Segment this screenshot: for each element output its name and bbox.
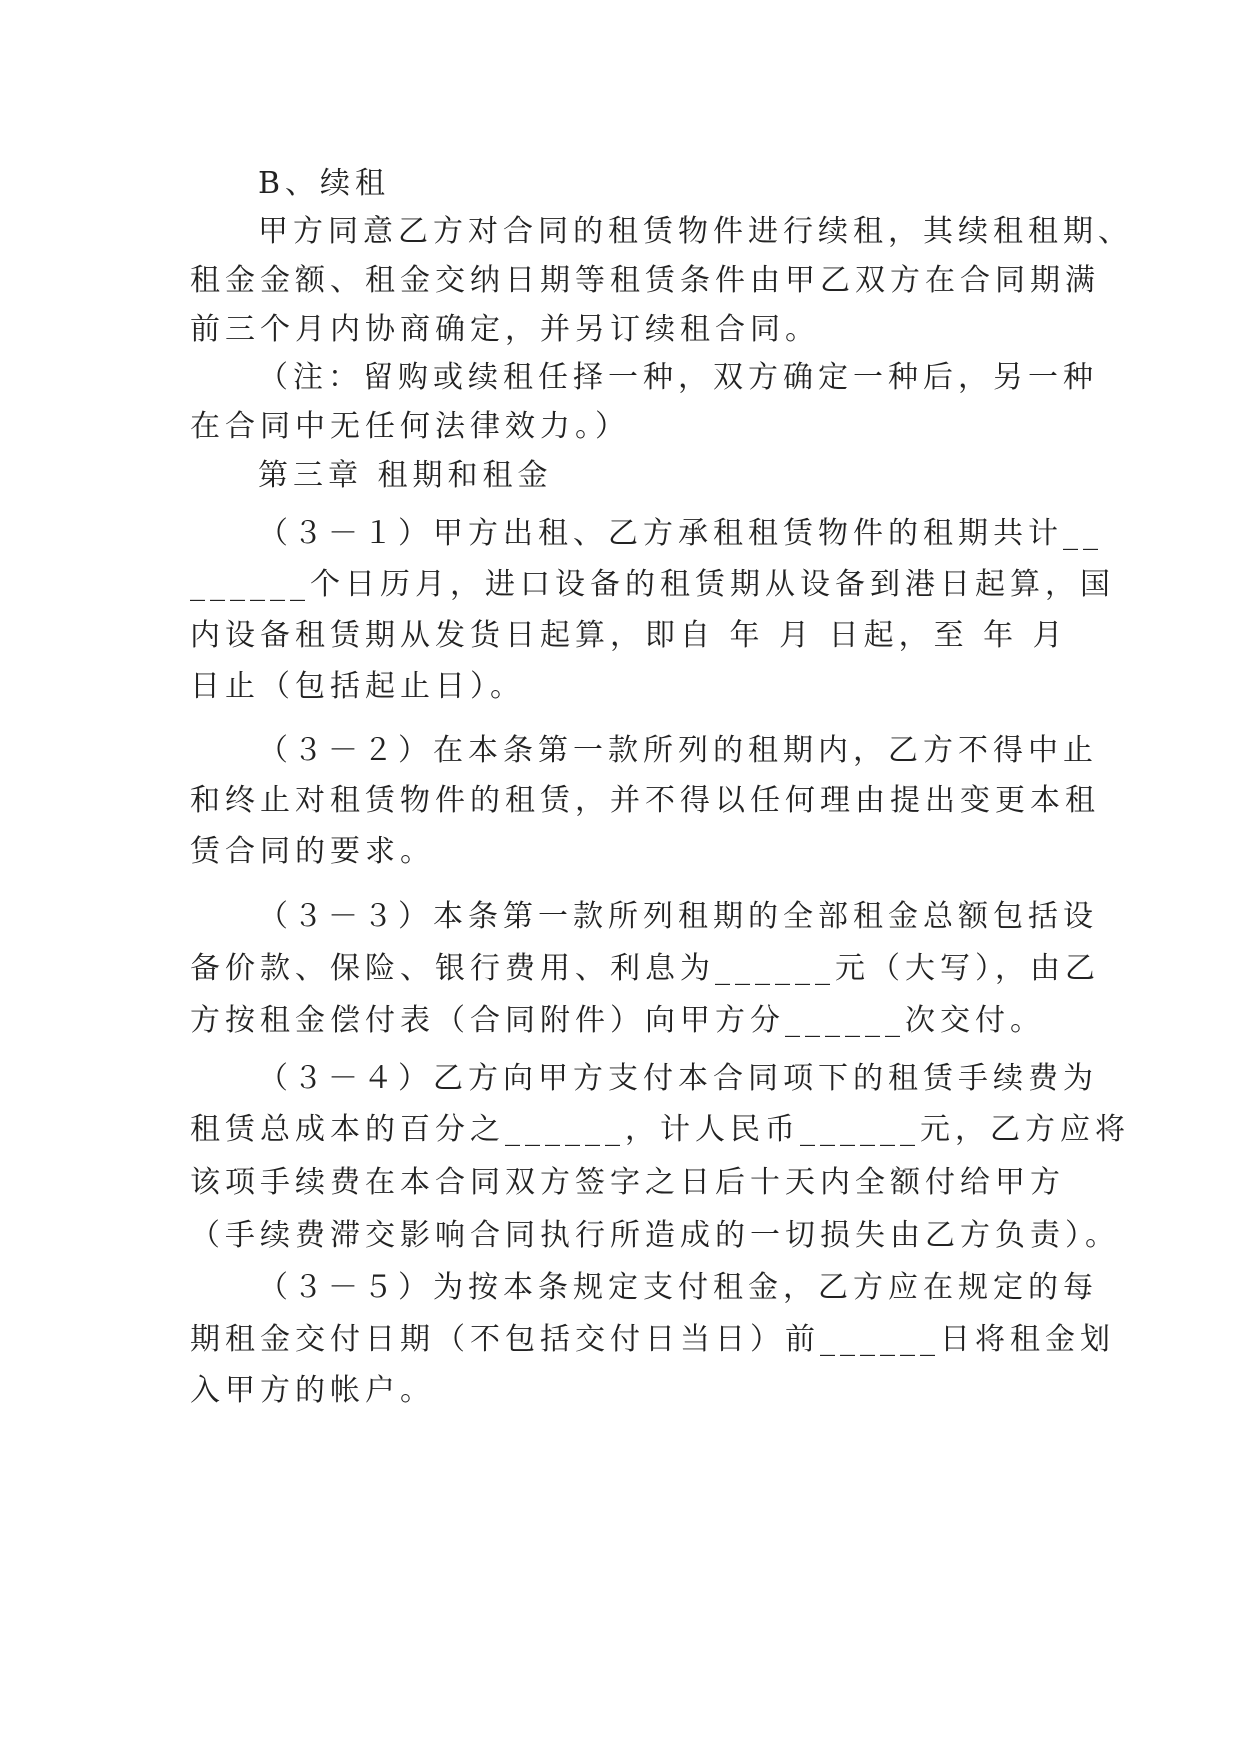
clause-3-5-line: 期租金交付日期（不包括交付日当日）前______日将租金划 — [190, 1322, 1115, 1357]
clause-3-1-line: 内设备租赁期从发货日起算，即自 年 月 日起，至 年 月 — [190, 618, 1068, 653]
clause-3-4-line: （３－４）乙方向甲方支付本合同项下的租赁手续费为 — [258, 1061, 1098, 1096]
section-b-heading: B、续租 — [258, 166, 391, 201]
clause-3-1-line: ______个日历月，进口设备的租赁期从设备到港日起算，国 — [190, 567, 1115, 602]
paragraph-line: 甲方同意乙方对合同的租赁物件进行续租，其续租租期、 — [258, 214, 1133, 249]
note-line: 在合同中无任何法律效力。） — [190, 409, 630, 444]
clause-3-4-line: （手续费滞交影响合同执行所造成的一切损失由乙方负责）。 — [190, 1218, 1120, 1253]
clause-3-5-line: 入甲方的帐户。 — [190, 1373, 435, 1408]
clause-3-3-line: （３－３）本条第一款所列租期的全部租金总额包括设 — [258, 899, 1098, 934]
clause-3-2-line: 赁合同的要求。 — [190, 834, 435, 869]
clause-3-1-line: （３－１）甲方出租、乙方承租租赁物件的租期共计__ — [258, 516, 1103, 551]
note-line: （注：留购或续租任择一种，双方确定一种后，另一种 — [258, 360, 1098, 395]
clause-3-4-line: 租赁总成本的百分之______，计人民币______元，乙方应将 — [190, 1112, 1130, 1147]
clause-3-5-line: （３－５）为按本条规定支付租金，乙方应在规定的每 — [258, 1270, 1098, 1305]
clause-3-3-line: 备价款、保险、银行费用、利息为______元（大写），由乙 — [190, 951, 1100, 986]
paragraph-line: 前三个月内协商确定，并另订续租合同。 — [190, 312, 820, 347]
clause-3-3-line: 方按租金偿付表（合同附件）向甲方分______次交付。 — [190, 1003, 1045, 1038]
clause-3-2-line: （３－２）在本条第一款所列的租期内，乙方不得中止 — [258, 733, 1098, 768]
chapter-heading: 第三章 租期和租金 — [258, 458, 553, 493]
paragraph-line: 租金金额、租金交纳日期等租赁条件由甲乙双方在合同期满 — [190, 263, 1100, 298]
clause-3-1-line: 日止（包括起止日）。 — [190, 669, 525, 704]
clause-3-2-line: 和终止对租赁物件的租赁，并不得以任何理由提出变更本租 — [190, 783, 1100, 818]
clause-3-4-line: 该项手续费在本合同双方签字之日后十天内全额付给甲方 — [190, 1165, 1065, 1200]
